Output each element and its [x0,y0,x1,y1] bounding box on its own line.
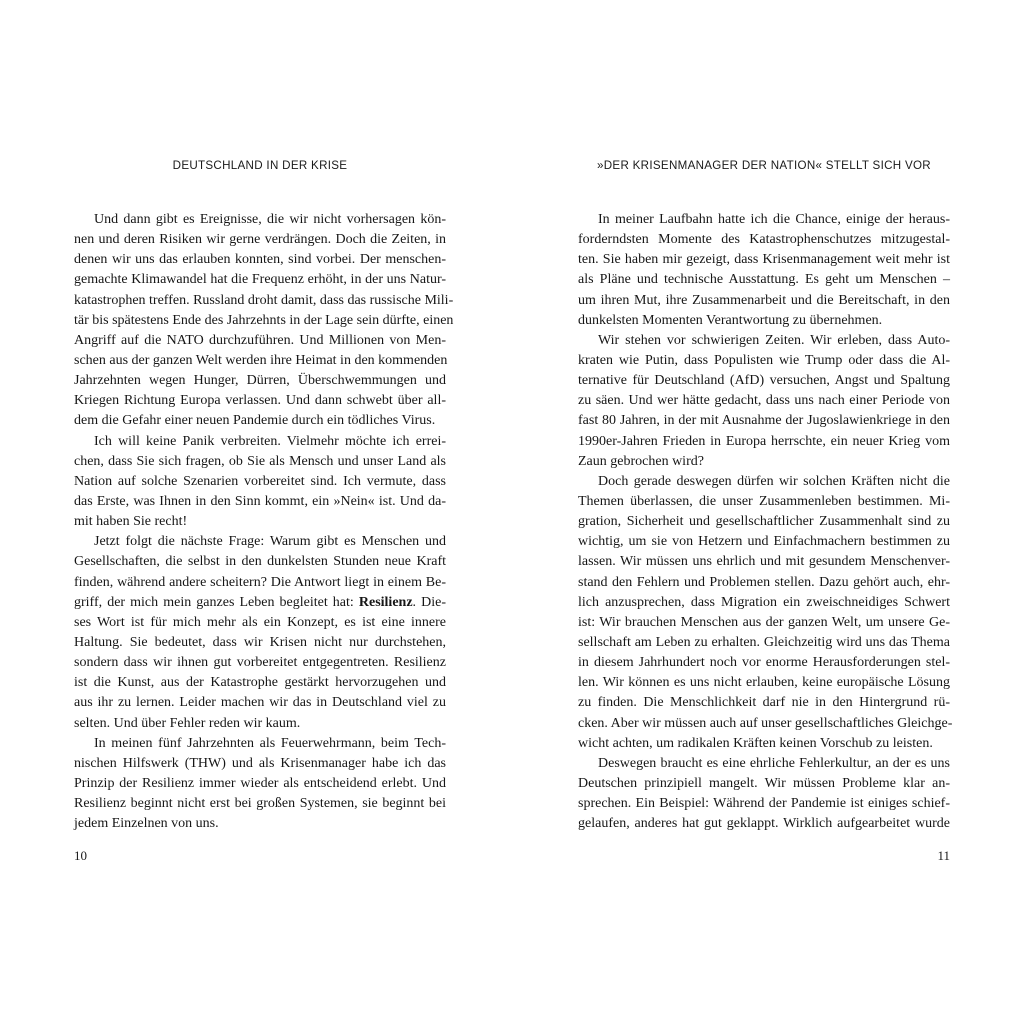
text-line-content: Angriff auf die NATO durchzuführen. Und Millionen von Men- [74,332,446,348]
text-line [74,331,446,351]
text-line [578,512,950,532]
body-text [578,210,953,834]
text-line-content: griff, der mich mein ganzes Leben begleitet hat: [74,594,359,610]
text-line [74,291,454,311]
running-head: »DER KRISENMANAGER DER NATION« STELLT SICH VOR [597,159,931,172]
text-line-content: als Pläne und technische Ausstattung. Es geht um Menschen – [578,272,950,288]
text-line [74,613,446,633]
text-line-content: lassen. Wir müssen uns ehrlich und mit gesundem Menschenver- [578,554,950,570]
text-line-content: Prinzip der Resilienz immer wieder als entscheidend erlebt. Und [74,775,446,791]
text-line-content: zu säen. Und wer hätte gedacht, dass uns nach einer Periode von [578,393,950,409]
text-line-content: kraten wie Putin, dass Populisten wie Trump oder dass die Al- [578,352,950,368]
text-line [74,714,446,734]
text-line-content: forderndsten Momente des Katastrophenschutzes mitzugestal- [578,232,950,248]
text-line [578,452,950,472]
text-line [74,472,446,492]
body-text [74,210,454,834]
text-line-content: Deswegen braucht es eine ehrliche Fehlerkultur, an der es uns [598,755,950,771]
text-line-content: Jahrzehnten wegen Hunger, Dürren, Überschwemmungen und [74,373,446,389]
text-line [74,351,446,371]
text-line-content: aus ihr zu lernen. Leider machen wir das in Deutschland viel zu [74,695,446,711]
page-number: 10 [74,848,87,863]
text-line [578,331,950,351]
text-line [578,653,950,673]
text-line-content: sprechen. Ein Beispiel: Während der Pandemie ist einiges schief- [578,796,950,812]
text-line-continuation: . Die- [412,594,446,610]
text-line [74,814,446,834]
text-line-content: denen wir uns das erlauben konnten, sind vorbei. Der menschen- [74,252,446,268]
text-line [74,593,446,613]
text-line [74,210,446,230]
text-line-content: 1990er-Jahren Frieden in Europa herrschte, ein neuer Krieg vom [578,433,950,449]
text-line-content: schen aus der ganzen Welt werden ihre Heimat in den kommenden [74,352,448,368]
text-line [74,693,446,713]
text-line [74,270,446,290]
text-line-content: Gesellschaften, die selbst in den dunkelsten Stunden neue Kraft [74,554,446,570]
text-line-content: finden, während andere scheitern? Die Antwort liegt in einem Be- [74,574,446,590]
text-line-content: gelaufen, anderes hat gut geklappt. Wirklich aufgearbeitet wurde [578,816,950,832]
text-line-content: tär bis spätestens Ende des Jahrzehnts in der Lage sein dürfte, einen [74,312,454,328]
text-line-content: gration, Sicherheit und gesellschaftlicher Zusammenhalt sind zu [578,514,950,530]
text-line-content: nen und deren Risiken wir gerne verdrängen. Doch die Zeiten, in [74,232,446,248]
text-line [74,230,446,250]
text-line-content: lich anzusprechen, dass Migration ein zweischneidiges Schwert [578,594,950,610]
text-line [578,210,950,230]
text-line [74,512,446,532]
text-line-content: In meinen fünf Jahrzehnten als Feuerwehrmann, beim Tech- [94,735,446,751]
text-line-content: Wir stehen vor schwierigen Zeiten. Wir erleben, dass Auto- [598,332,950,348]
text-line [578,613,950,633]
bold-term: Resilienz [358,594,413,610]
text-line-content: Nation auf solche Szenarien vorbereitet sind. Ich vermute, dass [74,473,446,489]
text-line [578,814,950,834]
text-line [578,432,950,452]
text-line-content: Und dann gibt es Ereignisse, die wir nicht vorhersagen kön- [94,212,446,227]
text-line-content: sellschaft am Leben zu erhalten. Gleichzeitig wird uns das Thema [578,634,950,650]
text-line-content: dem die Gefahr einer neuen Pandemie durch ein tödliches Virus. [74,413,436,429]
text-line [74,492,446,512]
text-line [578,552,950,572]
text-line [578,593,950,613]
text-line [578,754,950,774]
text-line [578,391,950,411]
text-line-content: ten. Sie haben mir gezeigt, dass Krisenmanagement weit mehr ist [578,252,950,268]
text-line [74,371,446,391]
text-line-content: zu finden. Die Menschlichkeit darf nie in den Hintergrund rü- [578,695,950,711]
text-line [578,734,950,754]
text-line-content: Ich will keine Panik verbreiten. Vielmehr möchte ich errei- [94,433,446,449]
text-line [578,673,950,693]
text-line-content: selten. Und über Fehler reden wir kaum. [74,715,301,731]
text-line [578,230,950,250]
text-line [74,754,446,774]
text-line [578,532,950,552]
text-line-content: Jetzt folgt die nächste Frage: Warum gibt es Menschen und [94,534,446,550]
text-line-content: stand den Fehlern und Problemen stellen. Dazu gehört auch, ehr- [578,574,950,590]
text-line [578,250,950,270]
text-line-content: Haltung. Sie bedeutet, dass wir Krisen nicht nur durchstehen, [74,634,446,650]
text-line-content: ses Wort ist für mich mehr als ein Konzept, es ist eine innere [74,614,446,630]
text-line-content: sondern dass wir ihnen gut vorbereitet entgegentreten. Resilienz [74,655,446,671]
text-line [578,351,950,371]
text-line-content: Deutschen prinzipiell mangelt. Wir müssen Probleme klar an- [578,775,950,791]
text-line-content: Zaun gebrochen wird? [578,453,704,469]
text-line-content: mit haben Sie recht! [74,514,188,530]
text-line [578,573,950,593]
right-page [512,0,1024,1024]
text-line-content: jedem Einzelnen von uns. [74,816,219,832]
text-line [74,432,446,452]
text-line [578,411,950,431]
text-line-content: ternative für Deutschland (AfD) versuchen, Angst und Spaltung [578,373,950,389]
text-line [578,492,950,512]
text-line [74,673,446,693]
text-line [578,270,950,290]
text-line [578,311,950,331]
text-line-content: wichtig, um sie von Hetzern und Einfachmachern bestimmen zu [578,534,950,550]
text-line [74,250,446,270]
text-line-content: nischen Hilfswerk (THW) und als Krisenmanager habe ich das [74,755,446,771]
text-line [74,794,446,814]
text-line-content: chen, dass Sie sich fragen, ob Sie als Mensch und unser Land als [74,453,446,469]
text-line-content: Resilienz beginnt nicht erst bei großen Systemen, sie beginnt bei [74,796,446,812]
text-line [74,391,446,411]
text-line [74,411,446,431]
text-line-content: wicht achten, um radikalen Kräften keinen Vorschub zu leisten. [578,735,933,751]
page-number: 11 [937,848,950,863]
text-line-content: len. Wir können es uns nicht erlauben, keine europäische Lösung [578,675,950,691]
text-line [74,452,446,472]
text-line [578,371,950,391]
text-line-content: gemachte Klimawandel hat die Frequenz erhöht, in der uns Natur- [74,272,446,288]
text-line-content: katastrophen treffen. Russland droht damit, dass das russische Mili- [74,292,454,308]
text-line-content: in diesem Jahrhundert noch vor enorme Herausforderungen stel- [578,655,950,671]
text-line [578,693,950,713]
text-line [74,633,446,653]
text-line [74,311,454,331]
text-line [74,532,446,552]
text-line [578,714,953,734]
text-line [578,774,950,794]
running-head: DEUTSCHLAND IN DER KRISE [172,159,348,172]
text-line-content: um ihren Mut, ihre Zusammenarbeit und die Bereitschaft, in den [578,292,950,308]
text-line [578,472,950,492]
text-line-content: cken. Aber wir müssen auch auf unser gesellschaftliches Gleichge- [578,715,953,731]
text-line [74,734,446,754]
text-line [74,774,446,794]
text-line [74,573,446,593]
text-line-content: ist die Kunst, aus der Katastrophe gestärkt hervorzugehen und [74,675,446,691]
text-line-content: Doch gerade deswegen dürfen wir solchen Kräften nicht die [598,473,950,489]
text-line-content: dunkelsten Momenten Verantwortung zu übernehmen. [578,312,883,328]
text-line-content: Kriegen Richtung Europa verlassen. Und dann schwebt über all- [74,393,446,409]
text-line-content: Themen überlassen, die unser Zusammenleben bestimmen. Mi- [578,493,950,509]
text-line-content: ist: Wir brauchen Menschen aus der ganzen Welt, um unsere Ge- [578,614,950,630]
text-line-content: fast 80 Jahren, in der mit Ausnahme der Jugoslawienkriege in den [578,413,950,429]
text-line-content: das Erste, was Ihnen in den Sinn kommt, ein »Nein« ist. Und da- [74,493,446,509]
text-line [578,291,950,311]
text-line [578,794,950,814]
text-line-content: In meiner Laufbahn hatte ich die Chance, einige der heraus- [598,212,950,227]
text-line [74,552,446,572]
text-line [74,653,446,673]
text-line [578,633,950,653]
